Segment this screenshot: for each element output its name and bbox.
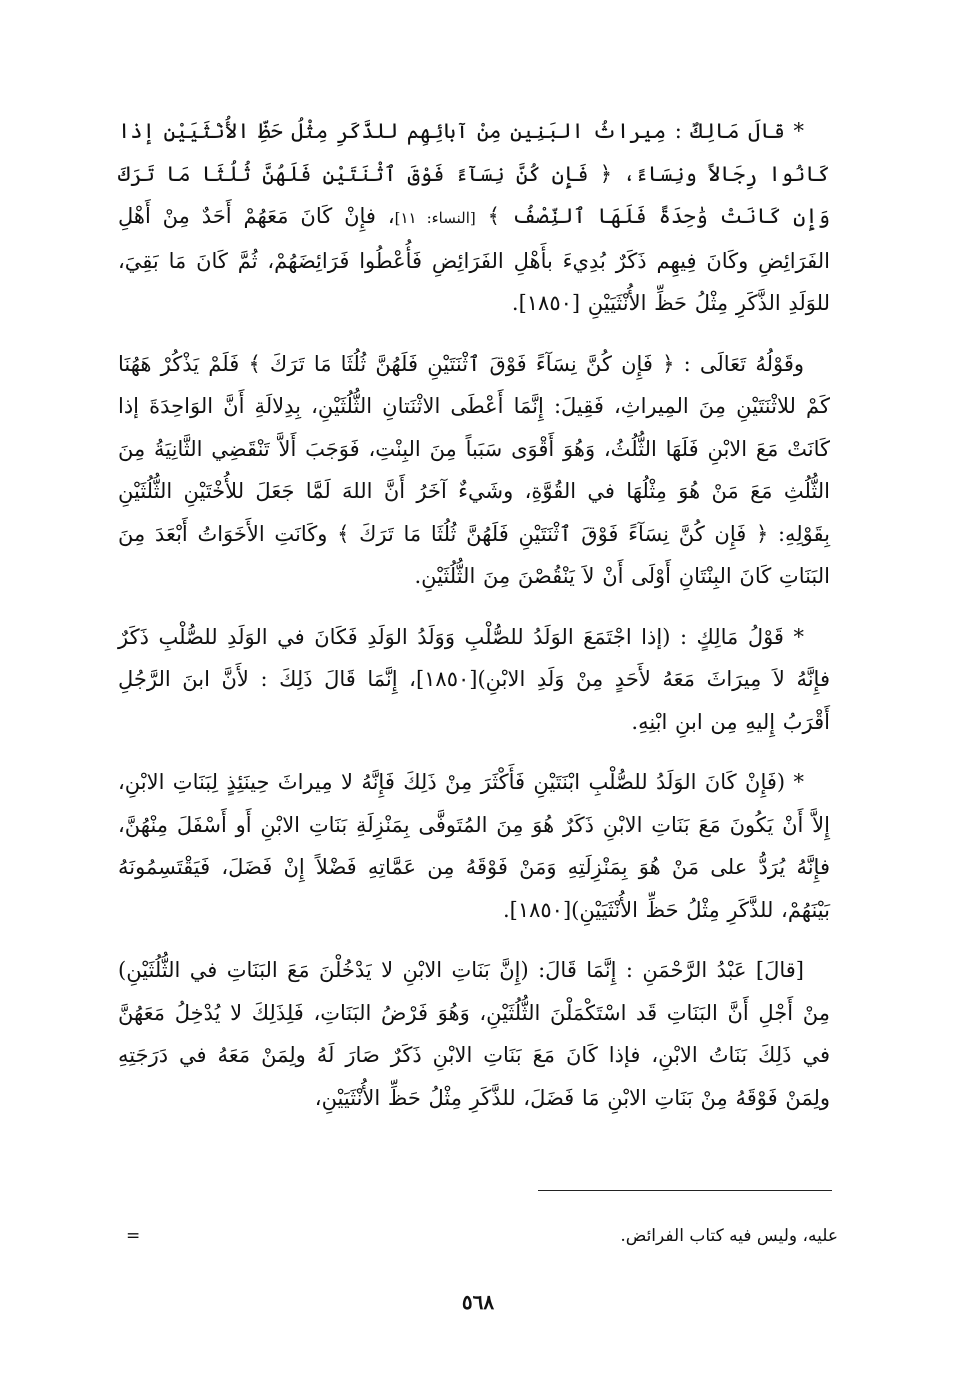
paragraph-4 <box>118 761 830 931</box>
paragraph-lead: وقَوْلُهُ تَعَالَى : <box>683 351 805 376</box>
paragraph-lead: * قالَ مَالِكٌ : <box>674 119 804 143</box>
footnote <box>126 1222 838 1250</box>
quran-reference: [النساء: ١١] <box>394 209 476 227</box>
paragraph-lead: * (فَإِنْ كَانَ الوَلَدُ للصُّلْبِ <box>588 770 804 794</box>
paragraph-5 <box>118 949 830 1119</box>
footnote-divider <box>538 1190 832 1191</box>
paragraph-tail: ، فإِنْ كَانَ مَعَهُمْ أَحَدٌ مِنْ أَهْلِ الفَرَائِضِ وكَانَ فِيهِم ذَكَرٌ بُدِيءَ بأَهْلِ الفَرَائِضِ فَأُعْطُوا فَرَائِضَهُمْ، ثُمَّ كَانَ مَا بَقِيَ، للوَلَدِ الذَّكَرِ مِثْلُ حَظِّ الأُنْثَيَيْنِ [١٨٥٠]. <box>118 204 830 315</box>
main-text <box>118 110 830 1137</box>
paragraph-text: (إذا اجْتَمَعَ الوَلَدُ للصُّلْبِ وَوَلَدُ الوَلَدِ فَكَانَ في الوَلَدِ للصُّلْبِ ذَكَرٌ فإِنَّهُ لاَ مِيرَاثَ مَعَهُ لأَحَدٍ مِنْ وَلَدِ الابْنِ)[١٨٥٠]، إِنَّمَا قَالَ ذَلِكَ : لأَنَّ ابنَ الرَّجُلِ أَقْرَبُ إِليهِ مِن ابنِ ابْنِهِ. <box>118 624 830 734</box>
footnote-continuation-mark: = <box>126 1226 141 1246</box>
paragraph-text: مِيراثُ البَنِين مِنْ آبائِهِم للذَّكَرِ مِثْلُ حَظِّ الأُنْثَيَيْنِ إذا كَانُوا رِجَالاً ونِسَاءً، ﴿ فَإِن كُنَّ نِسَآءً فَوْقَ ٱثْنَتَيْنِ فَلَهُنَّ ثُلُثَا مَا تَرَكَ وَإِن كَانَتْ وَٰحِدَةً فَلَهَا ٱلنِّصْفُ ﴾ <box>118 119 830 228</box>
paragraph-text: ﴿ فَإِن كُنَّ نِسَآءً فَوْقَ ٱثْنَتَيْنِ فَلَهُنَّ ثُلُثَا مَا تَرَكَ ﴾ فَلَمْ يَذْكُرْ هَهُنَا كَمْ للاثْنَتَيْنِ مِنَ المِيراثِ، فَقِيلَ: إِنَّمَا أَعْطَى الاثْنَتانِ الثُّلُثَيْنِ، بِدِلالَةِ أَنَّ الوَاحِدَةَ إذا كَانَتْ مَعَ الابْنِ فَلَهَا الثُّلُثُ، وَهُوَ أَقْوَى سَبَباً مِنَ البِنْتِ، فَوَجَبَ أَلاَّ تَنْقَضِي الثَّانِيَةُ مِنَ الثُّلُثِ مَعَ مَنْ هُوَ مِثْلُهَا في القُوَّةِ، وشَيءٌ آخَرُ أَنَّ اللهَ لَمَّا جَعَلَ للأُخْتَيْنِ الثُّلُثَيْنِ بِقَوْلِهِ: ﴿ فَإِن كُنَّ نِسَآءً فَوْقَ ٱثْنَتَيْنِ فَلَهُنَّ ثُلُثَا مَا تَرَكَ ﴾ وكَانَتِ الأَخَوَاتُ أَبْعَدَ مِنَ البَنَاتِ كَانَ البِنْتَانِ أَوْلَى أَنْ لاَ يَنْقُصْنَ مِنَ الثُّلُثَيْنِ. <box>118 351 830 588</box>
paragraph-text: إِنَّمَا قَالَ: (إِنَّ بَنَاتِ الابْنِ لا يَدْخُلْنَ مَعَ البَنَاتِ في الثُّلُثَيْنِ) مِنْ أَجْلِ أَنَّ البَنَاتِ قَد اسْتَكْمَلْنَ الثُّلُثَيْنِ، وَهُوَ فَرْضُ البَنَاتِ، فَلِذَلِكَ لا يُدْخِلُ مَعَهُنَّ في ذَلِكَ بَنَاتُ الابْنِ، فإذا كَانَ مَعَ بَنَاتِ الابْنِ ذَكَرٌ صَارَ لَهُ ولِمَنْ مَعَهُ في دَرَجَتِهِ ولِمَنْ فَوْقَهُ مِنْ بَنَاتِ الابْنِ مَا فَضَلَ، للذَّكَرِ مِثْلُ حَظِّ الأُنْثَيَيْنِ، <box>118 958 830 1110</box>
paragraph-3 <box>118 616 830 744</box>
paragraph-lead: [قالَ] عَبْدُ الرَّحْمَنِ : <box>625 958 804 982</box>
page-number: ٥٦٨ <box>461 1290 495 1314</box>
paragraph-1 <box>118 110 830 325</box>
footnote-text: عليه، وليس فيه كتاب الفرائض. <box>620 1226 838 1246</box>
paragraph-lead: * قَوْلُ مَالِكٍ : <box>679 624 804 649</box>
paragraph-text: ابْنَتَيْنِ فَأَكْثَرَ مِنْ ذَلِكَ فَإِنَّهُ لا مِيراثَ حِينَئِذٍ لِبَنَاتِ الابْنِ، إِلاَّ أَنْ يَكُونَ مَعَ بَنَاتِ الابْنِ ذَكَرٌ هُوَ مِنَ المُتَوفَّى بِمَنْزِلَةِ بَنَاتِ الابْنِ أَو أَسْفَلَ مِنْهُنَّ، فإِنَّهُ يُرَدُّ على مَنْ هُوَ بِمَنْزِلَتِهِ وَمَنْ فَوْقَهُ مِن عَمَّاتِهِ فَضْلاً إِنْ فَضَلَ، فَيَقْتَسِمُونَهُ بَيْنَهُمْ، للذَّكَرِ مِثْلُ حَظِّ الأُنْثَيَيْنِ)[١٨٥٠]. <box>118 770 830 922</box>
paragraph-2 <box>118 343 830 598</box>
